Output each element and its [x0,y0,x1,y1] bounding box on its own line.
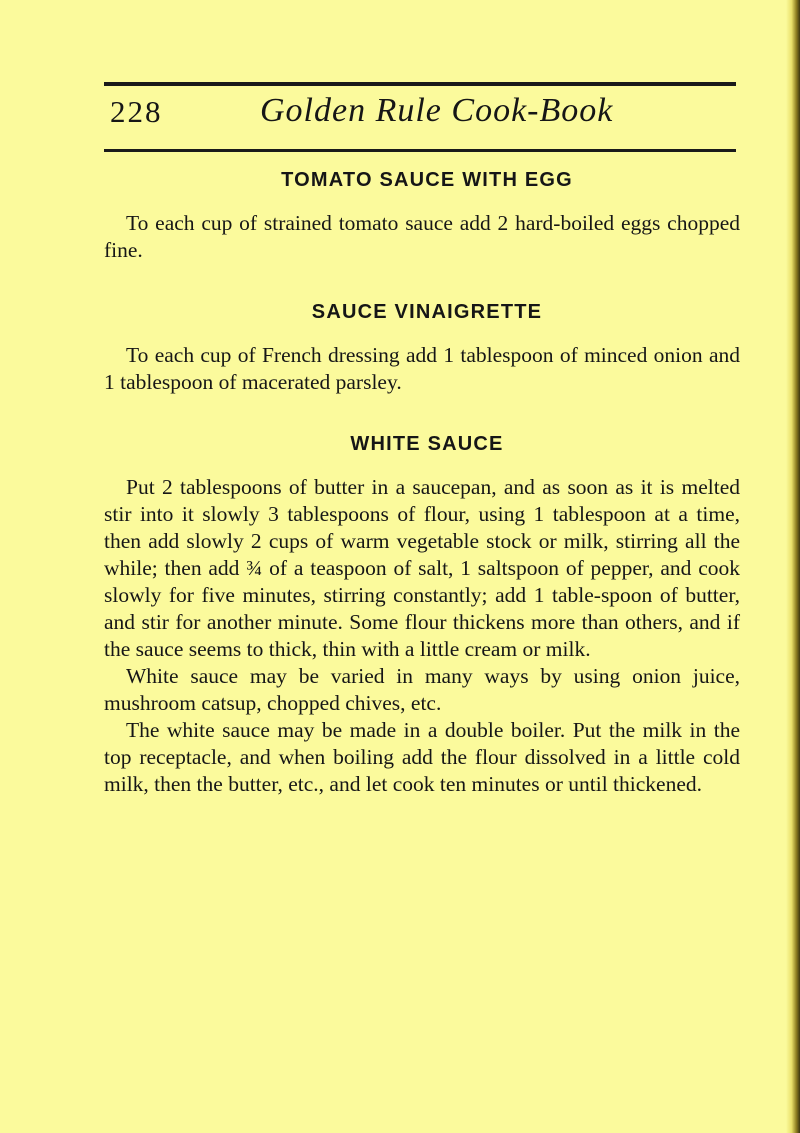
section-heading: WHITE SAUCE [350,433,504,455]
running-head [104,92,736,136]
page-body [104,166,740,798]
paragraph: White sauce may be varied in many ways by using onion juice, mushroom catsup, chopped chives, etc. [104,664,740,715]
header-rule-bottom [104,149,736,152]
paragraph: To each cup of French dressing add 1 tablespoon of minced onion and 1 tablespoon of macerated parsley. [104,343,740,394]
book-title: Golden Rule Cook-Book [260,92,614,129]
section-white-sauce [104,430,740,798]
section-tomato-sauce-with-egg [104,166,740,264]
section-sauce-vinaigrette [104,298,740,396]
section-heading: TOMATO SAUCE WITH EGG [281,169,573,191]
paragraph: To each cup of strained tomato sauce add 2 hard-boiled eggs chopped fine. [104,211,740,262]
paragraph: Put 2 tablespoons of butter in a saucepan, and as soon as it is melted stir into it slowly 3 tablespoons of flour, using 1 tablespoon at a time, then add slowly 2 cups of warm vegetable stock or milk, stirring all the while; then add ¾ of a teaspoon of salt, 1 saltspoon of pepper, and cook slowly for five minutes, stirring constantly; add 1 table-spoon of butter, and stir for another minute. Some flour thickens more than others, and if the sauce seems to thick, thin with a little cream or milk. [104,475,740,661]
header-rule-top [104,82,736,86]
section-heading: SAUCE VINAIGRETTE [311,301,543,323]
page-number: 228 [110,94,163,129]
paragraph: The white sauce may be made in a double boiler. Put the milk in the top receptacle, and when boiling add the flour dissolved in a little cold milk, then the butter, etc., and let cook ten minutes or until thickened. [104,718,740,796]
page-edge-shadow [786,0,800,1133]
